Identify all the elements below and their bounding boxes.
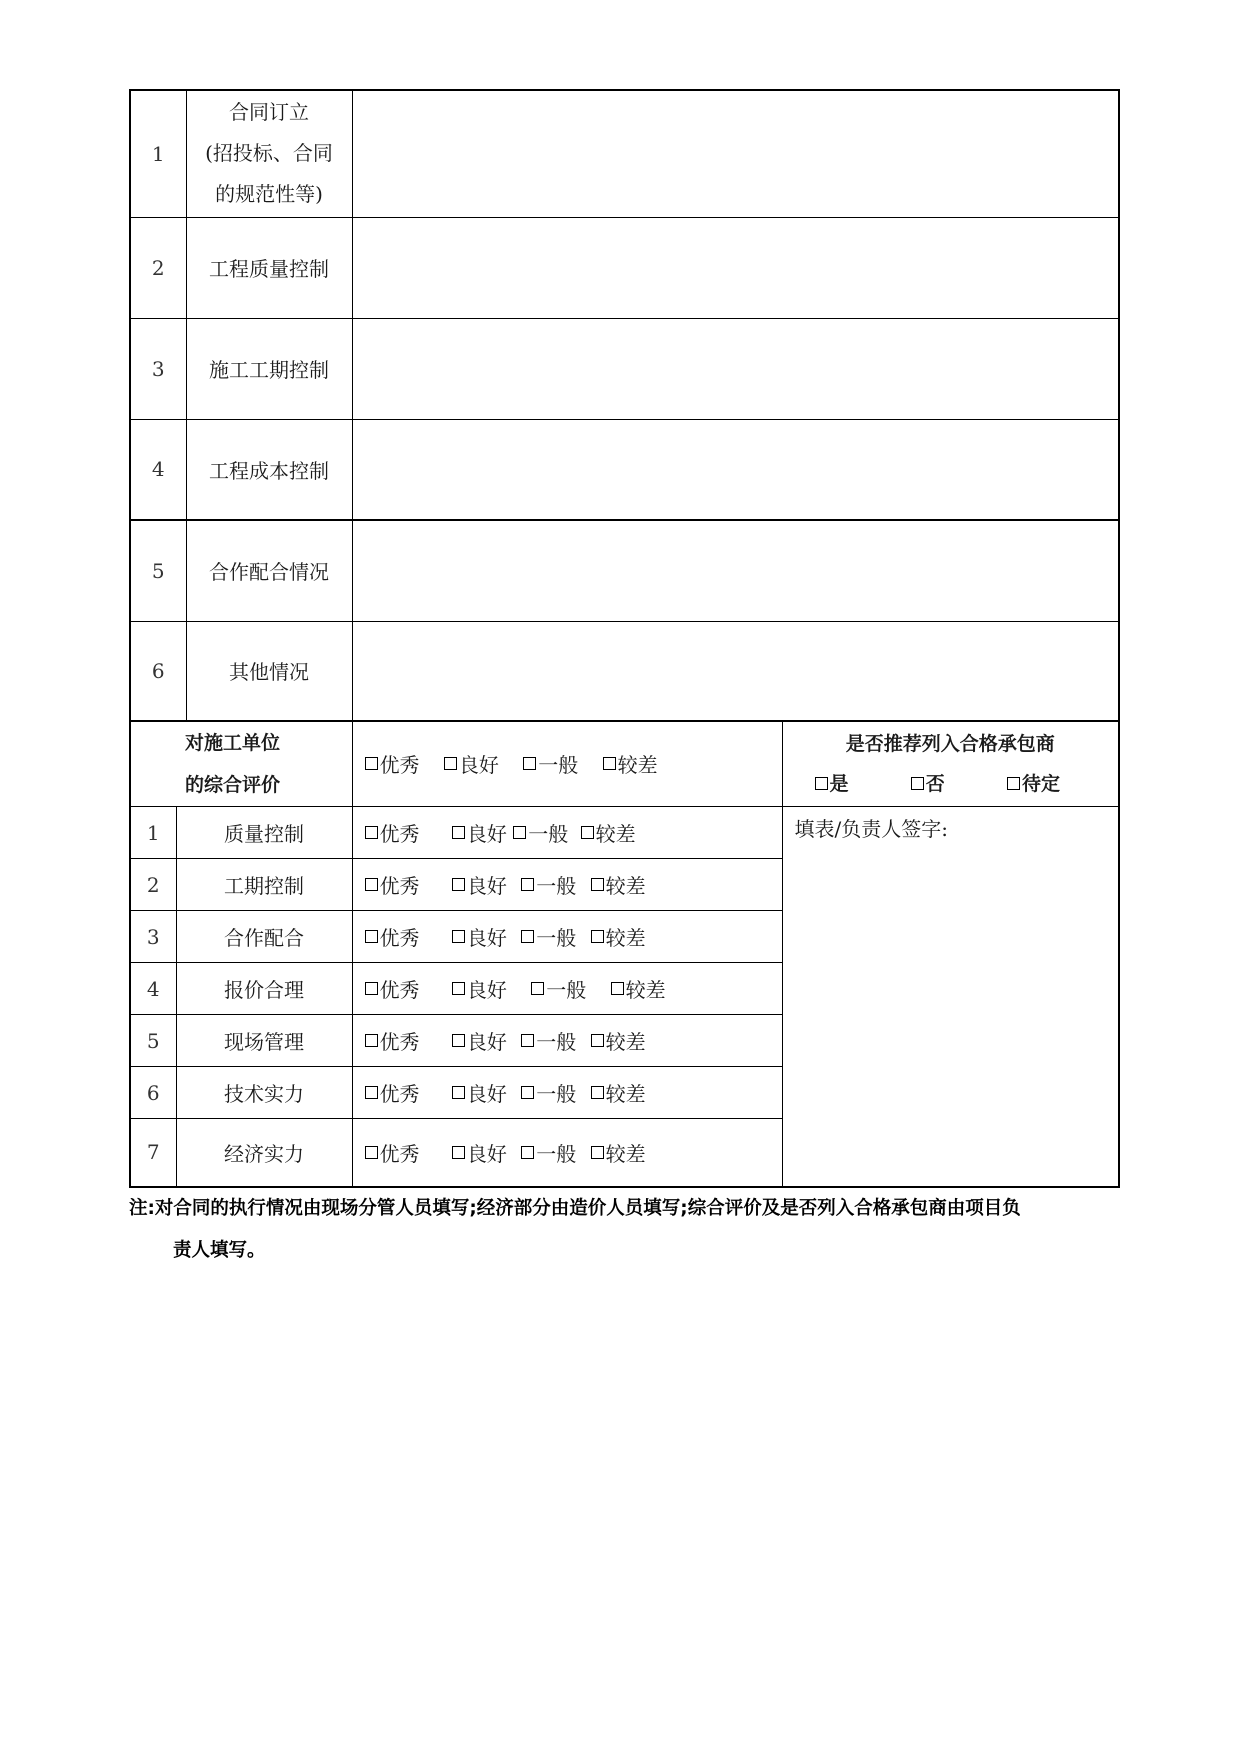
overall-row	[130, 721, 1119, 807]
row-number: 5	[130, 520, 186, 621]
rating-option[interactable]: 一般	[521, 870, 576, 899]
checkbox[interactable]	[815, 777, 828, 790]
row-number: 1	[130, 90, 186, 217]
checkbox[interactable]	[591, 1146, 604, 1159]
rating-option[interactable]: 良好	[452, 922, 507, 951]
overall-option[interactable]: 优秀	[365, 749, 420, 778]
criterion-label: 工期控制	[176, 859, 352, 911]
rating-option[interactable]: 较差	[611, 974, 666, 1003]
rating-option[interactable]: 良好	[452, 1138, 507, 1167]
rating-option[interactable]: 良好	[452, 870, 507, 899]
rating-option[interactable]: 良好	[452, 1078, 507, 1107]
row-label-quality: 工程质量控制	[186, 217, 352, 318]
row-number: 3	[130, 911, 176, 963]
row-label-other: 其他情况	[186, 621, 352, 721]
rating-option[interactable]: 一般	[521, 1026, 576, 1055]
checkbox[interactable]	[452, 982, 465, 995]
checkbox[interactable]	[365, 1034, 378, 1047]
checkbox[interactable]	[603, 757, 616, 770]
rating-option[interactable]: 一般	[531, 974, 586, 1003]
checkbox[interactable]	[444, 757, 457, 770]
overall-evaluation-label: 对施工单位 的综合评价	[130, 721, 352, 807]
row-number: 6	[130, 621, 186, 721]
checkbox[interactable]	[521, 1086, 534, 1099]
rating-option[interactable]: 优秀	[365, 1078, 420, 1107]
rating-option[interactable]: 优秀	[365, 1026, 420, 1055]
checkbox[interactable]	[452, 1086, 465, 1099]
rating-options	[352, 1119, 782, 1187]
checkbox[interactable]	[591, 1086, 604, 1099]
rating-options	[352, 1015, 782, 1067]
criterion-label: 合作配合	[176, 911, 352, 963]
criterion-label: 质量控制	[176, 807, 352, 859]
rating-option[interactable]: 优秀	[365, 1138, 420, 1167]
checkbox[interactable]	[1007, 777, 1020, 790]
checkbox[interactable]	[365, 982, 378, 995]
checkbox[interactable]	[591, 930, 604, 943]
rating-option[interactable]: 优秀	[365, 818, 420, 847]
rating-option[interactable]: 优秀	[365, 870, 420, 899]
checkbox[interactable]	[911, 777, 924, 790]
checkbox[interactable]	[611, 982, 624, 995]
overall-options	[352, 721, 782, 807]
rating-option[interactable]: 一般	[521, 922, 576, 951]
table-row	[130, 520, 1119, 621]
row-number: 2	[130, 217, 186, 318]
rating-option[interactable]: 一般	[513, 818, 568, 847]
table-row	[130, 318, 1119, 419]
rating-table	[129, 720, 1120, 1188]
content-cell-schedule[interactable]	[352, 318, 1119, 419]
table-row	[130, 90, 1119, 217]
rating-option[interactable]: 一般	[521, 1078, 576, 1107]
row-label-line: (招投标、合同	[205, 141, 333, 166]
footnote-line: 责人填写。	[173, 1240, 266, 1261]
checkbox[interactable]	[521, 930, 534, 943]
checkbox[interactable]	[452, 1034, 465, 1047]
checkbox[interactable]	[365, 1086, 378, 1099]
criterion-label: 技术实力	[176, 1067, 352, 1119]
overall-option[interactable]: 良好	[444, 749, 499, 778]
row-number: 2	[130, 859, 176, 911]
criterion-label: 报价合理	[176, 963, 352, 1015]
checkbox[interactable]	[523, 757, 536, 770]
checkbox[interactable]	[521, 1146, 534, 1159]
rating-option[interactable]: 良好	[452, 1026, 507, 1055]
recommend-option-no[interactable]: 否	[911, 764, 945, 804]
overall-option[interactable]: 较差	[603, 749, 658, 778]
rating-option[interactable]: 一般	[521, 1138, 576, 1167]
rating-options	[352, 807, 782, 859]
rating-option[interactable]: 较差	[591, 922, 646, 951]
footnote-line: 注:对合同的执行情况由现场分管人员填写;经济部分由造价人员填写;综合评价及是否列入合格承包商由项目负	[129, 1198, 1021, 1219]
row-number: 4	[130, 963, 176, 1015]
content-cell-contract[interactable]	[352, 90, 1119, 217]
checkbox[interactable]	[581, 826, 594, 839]
recommend-cell	[782, 721, 1119, 807]
rating-option[interactable]: 优秀	[365, 974, 420, 1003]
table-row	[130, 217, 1119, 318]
rating-options	[352, 859, 782, 911]
checkbox[interactable]	[452, 826, 465, 839]
checkbox[interactable]	[365, 826, 378, 839]
rating-option[interactable]: 较差	[591, 1138, 646, 1167]
row-number: 5	[130, 1015, 176, 1067]
checkbox[interactable]	[521, 878, 534, 891]
rating-option[interactable]: 较差	[591, 1078, 646, 1107]
rating-option[interactable]: 较差	[581, 818, 636, 847]
row-label-line: 合同订立	[229, 100, 309, 125]
rating-options	[352, 911, 782, 963]
table-row	[130, 621, 1119, 721]
row-label-schedule: 施工工期控制	[186, 318, 352, 419]
recommend-option-yes[interactable]: 是	[815, 764, 849, 804]
checkbox[interactable]	[365, 878, 378, 891]
criterion-label: 现场管理	[176, 1015, 352, 1067]
overall-option[interactable]: 一般	[523, 749, 578, 778]
checkbox[interactable]	[513, 826, 526, 839]
recommend-option-pending[interactable]: 待定	[1007, 764, 1060, 804]
rating-options	[352, 963, 782, 1015]
checkbox[interactable]	[521, 1034, 534, 1047]
checkbox[interactable]	[365, 930, 378, 943]
row-label-cooperation: 合作配合情况	[186, 520, 352, 621]
rating-option[interactable]: 良好	[452, 818, 507, 847]
rating-option[interactable]: 较差	[591, 870, 646, 899]
checkbox[interactable]	[531, 982, 544, 995]
contract-execution-table	[129, 89, 1120, 722]
row-label-cost: 工程成本控制	[186, 419, 352, 520]
row-label-line: 的规范性等)	[215, 182, 323, 207]
signature-cell[interactable]	[782, 807, 1119, 1187]
content-cell-cooperation[interactable]	[352, 520, 1119, 621]
row-number: 4	[130, 419, 186, 520]
checkbox[interactable]	[452, 878, 465, 891]
rating-option[interactable]: 优秀	[365, 922, 420, 951]
row-number: 1	[130, 807, 176, 859]
criteria-row	[130, 807, 1119, 859]
row-label-contract	[186, 90, 352, 217]
checkbox[interactable]	[452, 1146, 465, 1159]
checkbox[interactable]	[591, 878, 604, 891]
rating-options	[352, 1067, 782, 1119]
checkbox[interactable]	[365, 1146, 378, 1159]
footnote	[129, 1188, 1119, 1272]
checkbox[interactable]	[591, 1034, 604, 1047]
checkbox[interactable]	[452, 930, 465, 943]
content-cell-quality[interactable]	[352, 217, 1119, 318]
table-row	[130, 419, 1119, 520]
content-cell-cost[interactable]	[352, 419, 1119, 520]
checkbox[interactable]	[365, 757, 378, 770]
content-cell-other[interactable]	[352, 621, 1119, 721]
rating-option[interactable]: 良好	[452, 974, 507, 1003]
row-number: 7	[130, 1119, 176, 1187]
row-number: 3	[130, 318, 186, 419]
criterion-label: 经济实力	[176, 1119, 352, 1187]
row-number: 6	[130, 1067, 176, 1119]
signature-label: 填表/负责人签字:	[794, 817, 948, 841]
rating-option[interactable]: 较差	[591, 1026, 646, 1055]
recommend-title: 是否推荐列入合格承包商	[845, 732, 1055, 755]
